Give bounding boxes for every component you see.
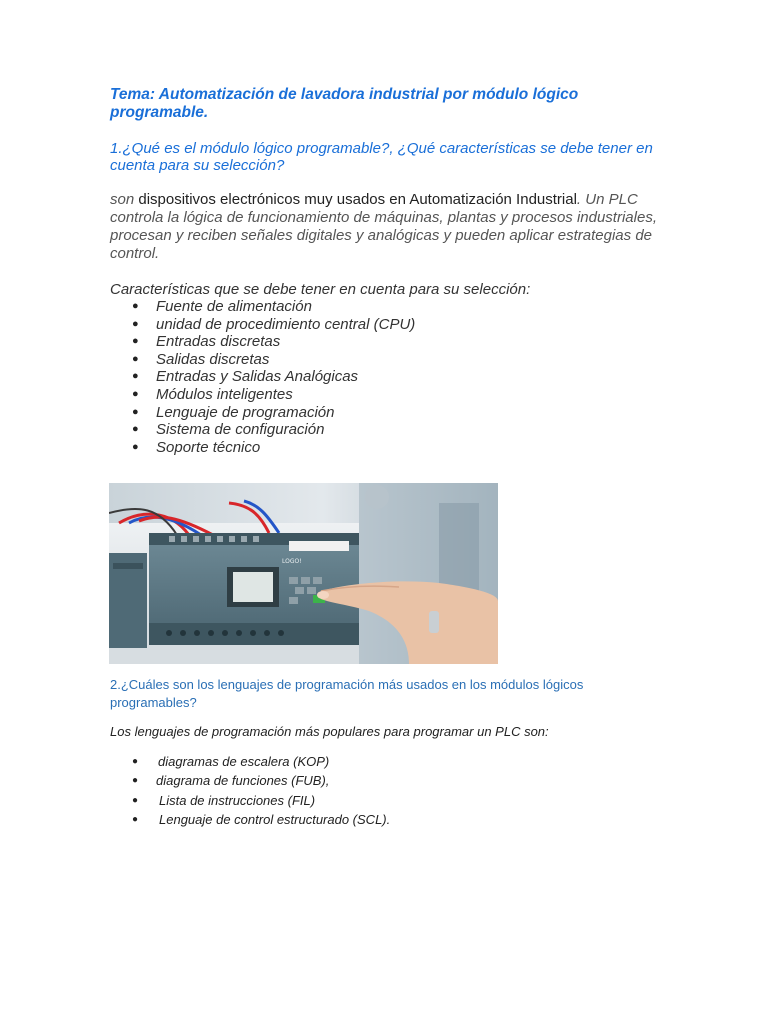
bullet-icon: ● [132,775,139,787]
document-title: Tema: Automatización de lavadora industrial por módulo lógico programable. [110,86,579,121]
languages-list [110,752,510,829]
bullet-icon: ● [132,370,139,383]
characteristics-list [110,298,510,456]
list-item-text: Entradas y Salidas Analógicas [156,368,359,386]
list-item-text: Soporte técnico [156,438,261,456]
list-item-text: diagrama de funciones (FUB), [156,773,330,789]
characteristics-heading: Características que se debe tener en cuenta para su selección: [110,281,531,298]
bullet-icon: ● [132,794,139,806]
list-item [110,421,510,439]
list-item-text: Salidas discretas [156,350,270,368]
list-item-text: unidad de procedimiento central (CPU) [156,315,416,333]
bullet-icon: ● [132,352,139,365]
list-item [110,316,510,334]
paragraph-rest: . Un PLC controla la lógica de funcionamiento de máquinas, plantas y procesos industriales, procesan y reciben señales digitales y analógicas y pueden aplicar estrategias de control. [110,191,657,262]
languages-intro: Los lenguajes de programación más populares para programar un PLC son: [110,724,549,739]
list-item-text: Lenguaje de programación [156,403,335,421]
bullet-icon: ● [132,317,139,330]
bullet-icon: ● [132,756,139,767]
list-item-text: Lista de instrucciones (FIL) [159,792,316,808]
list-item-text: Sistema de configuración [156,421,325,439]
list-item [110,351,510,369]
bullet-icon: ● [132,387,139,400]
bullet-icon: ● [132,335,139,348]
list-item [110,439,510,457]
list-item [110,810,510,829]
bullet-icon: ● [132,300,139,312]
plc-photo-illustration [109,483,498,664]
svg-text:LOGO!: LOGO! [282,558,302,565]
question-1: 1.¿Qué es el módulo lógico programable?, ¿Qué características se debe tener en cuenta para su selección? [110,140,653,174]
paragraph-highlight: dispositivos electrónicos muy usados en Automatización Industrial [138,191,577,208]
list-item-text: Fuente de alimentación [156,298,312,315]
bullet-icon: ● [132,405,139,418]
list-item [110,368,510,386]
paragraph-lead: son [110,191,139,208]
list-item [110,791,510,810]
list-item [110,404,510,422]
list-item [110,386,510,404]
list-item [110,752,510,771]
bullet-icon: ● [132,423,139,436]
list-item-text: Lenguaje de control estructurado (SCL). [159,811,391,827]
list-item-text: Entradas discretas [156,333,281,351]
definition-paragraph [110,191,670,263]
list-item [110,298,510,316]
bullet-icon: ● [132,813,139,825]
question-2: 2.¿Cuáles son los lenguajes de programación más usados en los módulos lógicos programables? [110,677,584,710]
plc-photo [109,483,498,664]
list-item [110,771,510,790]
list-item [110,333,510,351]
list-item-text: Módulos inteligentes [156,385,293,403]
list-item-text: diagramas de escalera (KOP) [158,754,330,769]
bullet-icon: ● [132,440,139,453]
